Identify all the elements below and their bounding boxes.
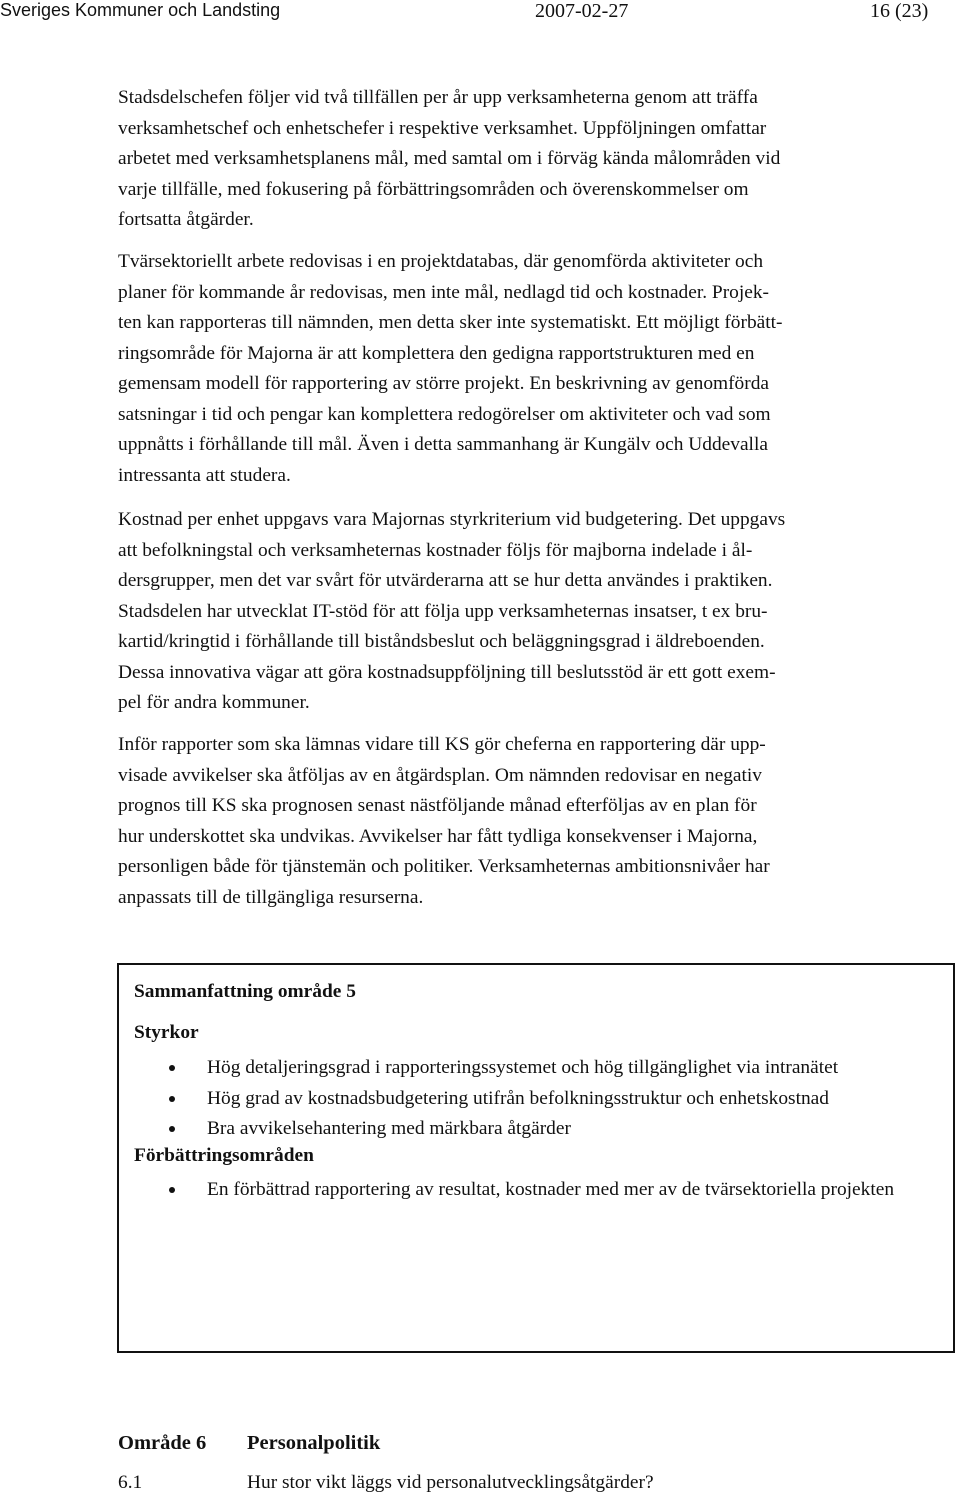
section-title: Personalpolitik [247,1432,381,1454]
paragraph-text: Inför rapporter som ska lämnas vidare till KS gör cheferna en rapportering där upp- visade avvikelser ska åtföljas av en åtgärdsplan. Om nämnden redovisar en negativ prognos till KS ska prognosen senast nästföljande månad efterföljas av en plan för hur underskottet ska undvikas. Avvikelser har fått tydliga konsekvenser i Majorna, personligen både för tjänstemän och politiker. Verksamheternas ambitionsnivåer har anpassats till de tillgängliga resurserna. [118,734,770,908]
list-item [119,1175,919,1206]
bullet-icon [169,1065,175,1071]
page-header [0,0,960,26]
list-item-text: Bra avvikelsehantering med märkbara åtgärder [207,1118,571,1139]
header-page-number: 16 (23) [870,0,929,22]
list-item [119,1084,919,1115]
strengths-list [119,1053,919,1145]
list-item-text: Hög detaljeringsgrad i rapporteringssystemet och hög tillgänglighet via intranätet [207,1057,839,1078]
list-item [119,1053,919,1084]
bullet-icon [169,1187,175,1193]
section-number: Område 6 [118,1432,207,1454]
paragraph-text: Kostnad per enhet uppgavs vara Majornas styrkriterium vid budgetering. Det uppgavs att befolkningstal och verksamheternas kostnader följs för majborna indelade i ål- dersgrupper, men det var svårt för utvärderarna att se hur detta användes i praktiken. Stadsdelen har utvecklat IT-stöd för att följa upp verksamheternas insatser, t ex bru- kartid/kringtid i förhållande till biståndsbeslut och beläggningsgrad i äldreboenden. Dessa innovativa vägar att göra kostnadsuppföljning till beslutsstöd är ett gott exem- pel för andra kommuner. [118,509,786,713]
paragraph-text: Tvärsektoriellt arbete redovisas i en projektdatabas, där genomförda aktiviteter och planer för kommande år redovisas, men inte mål, nedlagd tid och kostnader. Projek- ten kan rapporteras till nämnden, men detta sker inte systematiskt. Ett möjligt förbätt- ringsområde för Majorna är att komplettera den gedigna rapportstrukturen med en gemensam modell för rapportering av större projekt. En beskrivning av genomförda satsningar i tid och pengar kan komplettera redogörelser om aktiviteter och vad som uppnåtts i förhållande till mål. Även i detta sammanhang är Kungälv och Uddevalla intressanta att studera. [118,251,783,486]
improvements-list [119,1175,919,1206]
list-item [119,1114,919,1145]
bullet-icon [169,1126,175,1132]
list-item-text: En förbättrad rapportering av resultat, kostnader med mer av de tvärsektoriella projekten [207,1179,895,1200]
strengths-heading: Styrkor [134,1022,199,1043]
body-paragraph-2 [118,247,893,491]
body-paragraph-1 [118,83,893,236]
header-date: 2007-02-27 [535,0,629,22]
list-item-text: Hög grad av kostnadsbudgetering utifrån befolkningsstruktur och enhetskostnad [207,1087,829,1109]
summary-title: Sammanfattning område 5 [134,981,356,1002]
paragraph-text: Stadsdelschefen följer vid två tillfällen per år upp verksamheterna genom att träffa verksamhetschef och enhetschefer i respektive verksamhet. Uppföljningen omfattar arbetet med verksamhetsplanens mål, med samtal om i förväg kända målområden vid varje tillfälle, med fokusering på förbättringsområden och överenskommelser om fortsatta åtgärder. [118,87,781,230]
body-paragraph-3 [118,505,893,719]
header-organization: Sveriges Kommuner och Landsting [0,0,281,20]
summary-box [117,963,955,1353]
bullet-icon [169,1096,175,1102]
improvements-heading: Förbättringsområden [134,1145,314,1166]
question-number: 6.1 [118,1472,143,1493]
question-text: Hur stor vikt läggs vid personalutvecklingsåtgärder? [247,1472,654,1493]
body-paragraph-4 [118,730,893,913]
